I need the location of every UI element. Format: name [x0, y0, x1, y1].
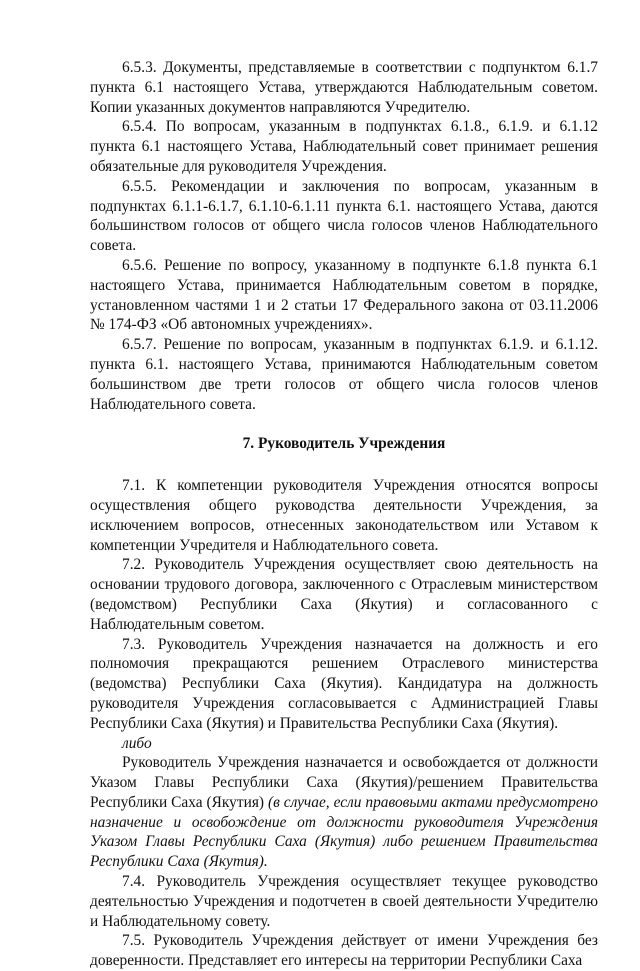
paragraph-6-5-3: 6.5.3. Документы, представляемые в соответствии с подпунктом 6.1.7 пункта 6.1 настоящего Устава, утверждаются Наблюдательным советом. Копии указанных документов направляются Учредителю.: [90, 59, 598, 116]
paragraph-7-3-alternative: [90, 753, 598, 872]
paragraph-7-1: 7.1. К компетенции руководителя Учреждения относятся вопросы осуществления общего руководства деятельности Учреждения, за исключением вопросов, отнесенных законодательством или Уставом к компетенции Учредителя и Наблюдательного совета.: [90, 477, 598, 554]
section-7-heading: 7. Руководитель Учреждения: [242, 435, 446, 453]
paragraph-7-2: 7.2. Руководитель Учреждения осуществляет свою деятельность на основании трудового договора, заключенного с Отраслевым министерством (ведомством) Республики Саха (Якутия) и согласованного с Наблюдательным советом.: [90, 556, 598, 633]
paragraph-6-5-4: 6.5.4. По вопросам, указанным в подпунктах 6.1.8., 6.1.9. и 6.1.12 пункта 6.1 настоящего Устава, Наблюдательный совет принимает решения обязательные для руководителя Учреждения.: [90, 118, 598, 175]
paragraph-7-5: 7.5. Руководитель Учреждения действует от имени Учреждения без доверенности. Представляет его интересы на территории Республики Саха: [90, 932, 598, 970]
paragraph-6-5-7: 6.5.7. Решение по вопросам, указанным в подпунктах 6.1.9. и 6.1.12. пункта 6.1. настоящего Устава, принимаются Наблюдательным советом большинством две трети голосов от общего числа голосов членов Наблюдательного совета.: [90, 336, 598, 413]
paragraph-7-4: 7.4. Руководитель Учреждения осуществляет текущее руководство деятельностью Учреждения и подотчетен в своей деятельности Учредителю и Наблюдательному совету.: [90, 873, 598, 930]
alternative-italic-note: (в случае, если правовыми актами предусмотрено назначение и освобождение от должности руководителя Учреждения Указом Главы Республики Саха (Якутия) либо решением Правительства Республики Саха (Якутия).: [90, 793, 598, 871]
paragraph-6-5-6: 6.5.6. Решение по вопросу, указанному в подпункте 6.1.8 пункта 6.1 настоящего Устава, принимается Наблюдательным советом в порядке, установленном частями 1 и 2 статьи 17 Федерального закона от 03.11.2006 № 174-ФЗ «Об автономных учреждениях».: [90, 256, 598, 334]
paragraph-6-5-5: 6.5.5. Рекомендации и заключения по вопросам, указанным в подпунктах 6.1.1-6.1.7, 6.1.10-6.1.11 пункта 6.1. настоящего Устава, даются большинством голосов от общего числа голосов членов Наблюдательного совета.: [90, 177, 598, 255]
document-page: [90, 58, 598, 971]
either-word: либо: [122, 734, 152, 752]
paragraph-7-3: 7.3. Руководитель Учреждения назначается на должность и его полномочия прекращаются решением Отраслевого министерства (ведомства) Республики Саха (Якутия). Кандидатура на должность руководителя Учреждения согласовывается с Администрацией Главы Республики Саха (Якутия) и Правительства Республики Саха (Якутия).: [90, 635, 598, 732]
alternative-main-text: Руководитель Учреждения назначается и освобождается от должности Указом Главы Республики Саха (Якутия)/решением Правительства Республики Саха (Якутия): [90, 754, 598, 811]
